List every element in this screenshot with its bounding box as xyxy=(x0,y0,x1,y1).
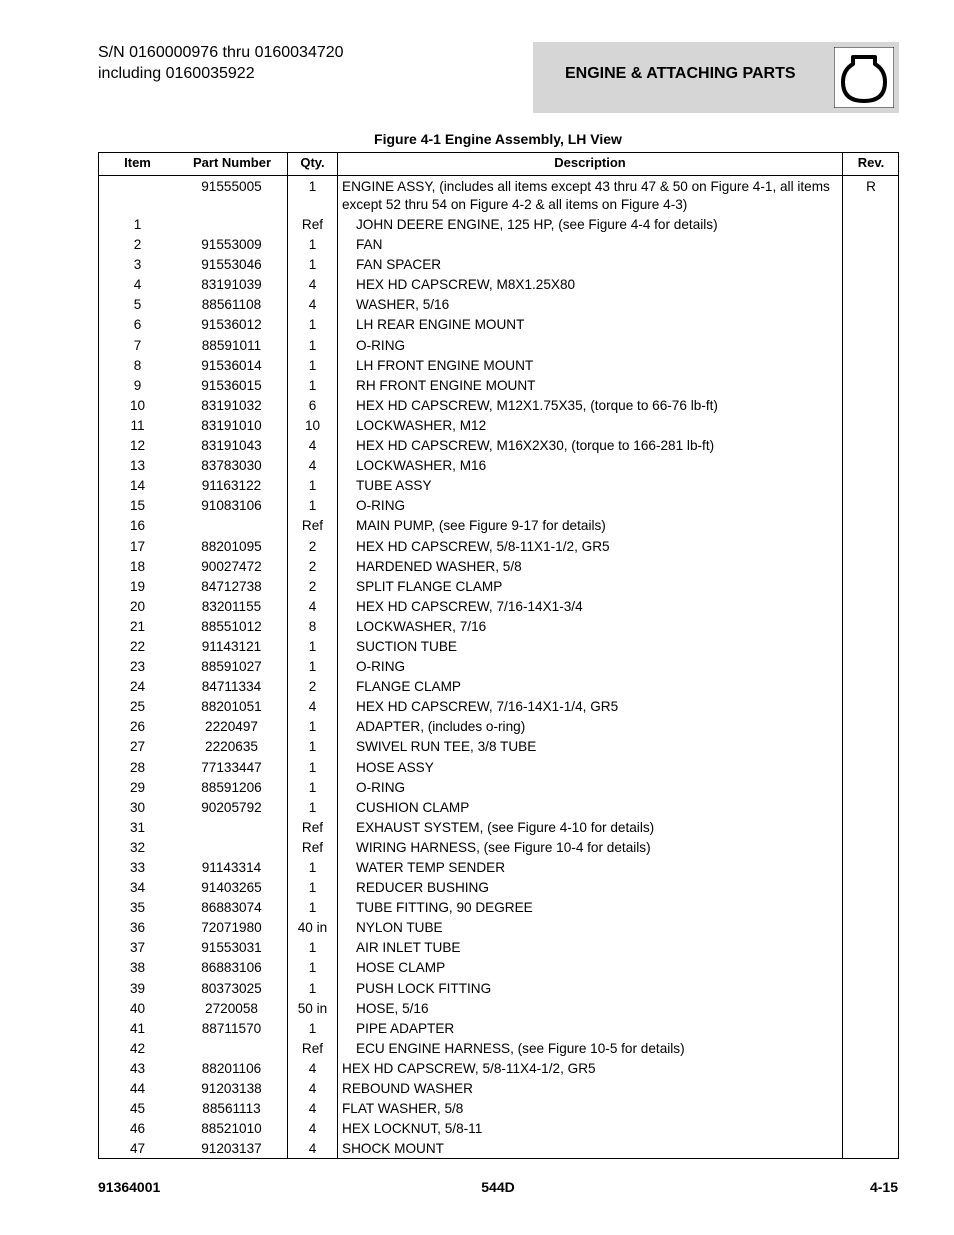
table-row xyxy=(99,617,898,637)
cell-item: 30 xyxy=(129,799,146,815)
cell-part-number: 83191010 xyxy=(201,417,262,433)
cell-part-number: 91536015 xyxy=(201,377,262,393)
cell-qty: 10 xyxy=(304,417,321,433)
cell-part-number: 88201051 xyxy=(201,699,262,715)
cell-qty: 1 xyxy=(308,357,317,373)
cell-qty: 1 xyxy=(308,659,317,675)
cell-qty: 4 xyxy=(308,1060,317,1076)
cell-description: TUBE FITTING, 90 DEGREE xyxy=(356,900,533,916)
cell-item: 28 xyxy=(129,759,146,775)
header-description: Description xyxy=(554,155,626,170)
section-header xyxy=(533,42,899,113)
table-row xyxy=(99,838,898,858)
serial-number-range xyxy=(98,42,344,84)
cell-description: HOSE CLAMP xyxy=(356,960,446,976)
cell-qty: 1 xyxy=(308,900,317,916)
cell-qty: 4 xyxy=(308,1121,317,1137)
cell-part-number: 83201155 xyxy=(201,598,262,614)
cell-item: 3 xyxy=(133,257,142,273)
cell-description: HOSE ASSY xyxy=(356,759,434,775)
cell-description: RH FRONT ENGINE MOUNT xyxy=(356,377,536,393)
cell-item: 47 xyxy=(129,1141,146,1157)
footer-manual-number: 91364001 xyxy=(98,1179,161,1195)
cell-item: 9 xyxy=(133,377,142,393)
cell-qty: 1 xyxy=(308,960,317,976)
cell-qty: 50 in xyxy=(297,1000,328,1016)
cell-item: 23 xyxy=(129,659,146,675)
cell-part-number: 91553046 xyxy=(201,257,262,273)
cell-part-number: 84712738 xyxy=(201,578,262,594)
table-row xyxy=(99,537,898,557)
cell-description: LH REAR ENGINE MOUNT xyxy=(356,317,525,333)
cell-item: 20 xyxy=(129,598,146,614)
cell-qty: 1 xyxy=(308,257,317,273)
cell-description: HEX HD CAPSCREW, 7/16-14X1-3/4 xyxy=(356,598,583,614)
table-row xyxy=(99,295,898,315)
cell-qty: 1 xyxy=(308,237,317,253)
cell-description: HEX LOCKNUT, 5/8-11 xyxy=(342,1121,483,1137)
cell-item: 22 xyxy=(129,638,146,654)
cell-part-number: 91536012 xyxy=(201,317,262,333)
cell-qty: 1 xyxy=(308,739,317,755)
figure-title: Figure 4-1 Engine Assembly, LH View xyxy=(374,131,622,147)
cell-part-number: 91536014 xyxy=(201,357,262,373)
cell-part-number: 2220635 xyxy=(205,739,258,755)
cell-item: 14 xyxy=(129,478,146,494)
table-row xyxy=(99,516,898,536)
cell-description: WASHER, 5/16 xyxy=(356,297,450,313)
cell-qty: 4 xyxy=(308,598,317,614)
cell-qty: Ref xyxy=(301,518,324,534)
table-row xyxy=(99,778,898,798)
table-row xyxy=(99,496,898,516)
cell-item: 15 xyxy=(129,498,146,514)
table-row xyxy=(99,476,898,496)
table-row xyxy=(99,436,898,456)
table-row xyxy=(99,798,898,818)
cell-qty: 1 xyxy=(308,860,317,875)
serial-line-1: S/N 0160000976 thru 0160034720 xyxy=(98,44,344,61)
table-row xyxy=(99,577,898,597)
cell-part-number: 91553031 xyxy=(201,940,262,956)
cell-item: 46 xyxy=(129,1121,146,1137)
cell-item: 7 xyxy=(133,337,142,353)
table-row xyxy=(99,697,898,717)
table-header-row xyxy=(99,153,898,176)
cell-description: REBOUND WASHER xyxy=(342,1081,473,1097)
cell-item: 13 xyxy=(129,458,146,474)
table-row xyxy=(99,396,898,416)
cell-item: 38 xyxy=(129,960,146,976)
header-rev: Rev. xyxy=(857,155,885,170)
cell-part-number: 88201106 xyxy=(201,1060,262,1076)
cell-part-number: 86883106 xyxy=(201,960,262,976)
cell-qty: 1 xyxy=(308,337,317,353)
table-row xyxy=(99,1079,898,1099)
cell-item: 2 xyxy=(133,237,142,253)
table-row xyxy=(99,878,898,898)
cell-part-number: 88591206 xyxy=(201,779,262,795)
cell-part-number: 91143121 xyxy=(201,638,262,654)
table-row xyxy=(99,1099,898,1119)
cell-qty: 1 xyxy=(308,317,317,333)
cell-description: FAN xyxy=(356,237,383,253)
cell-part-number: 72071980 xyxy=(201,920,262,936)
cell-part-number: 91403265 xyxy=(201,880,262,896)
parts-table xyxy=(98,152,899,1159)
cell-part-number: 91203137 xyxy=(201,1141,262,1157)
table-row xyxy=(99,677,898,697)
cell-description: WIRING HARNESS, (see Figure 10-4 for details) xyxy=(356,839,651,855)
table-row xyxy=(99,938,898,958)
cell-qty: 1 xyxy=(308,498,317,514)
cell-qty: 1 xyxy=(308,799,317,815)
cell-description: SPLIT FLANGE CLAMP xyxy=(356,578,503,594)
section-title: ENGINE & ATTACHING PARTS xyxy=(565,65,796,82)
cell-qty: 4 xyxy=(308,1141,317,1157)
table-row xyxy=(99,717,898,737)
cell-item: 39 xyxy=(129,980,146,996)
cell-qty: Ref xyxy=(301,819,324,835)
cell-description: PIPE ADAPTER xyxy=(356,1020,455,1036)
cell-part-number: 77133447 xyxy=(201,759,262,775)
table-body xyxy=(99,177,898,1159)
cell-qty: 1 xyxy=(308,478,317,494)
cell-part-number: 91555005 xyxy=(201,179,262,194)
table-row xyxy=(99,918,898,938)
cell-item: 10 xyxy=(129,397,146,413)
table-row xyxy=(99,999,898,1019)
cell-description: FLANGE CLAMP xyxy=(356,679,461,695)
cell-description: REDUCER BUSHING xyxy=(356,880,489,896)
cell-item: 5 xyxy=(133,297,142,313)
cell-description: WATER TEMP SENDER xyxy=(356,860,506,875)
cell-item: 12 xyxy=(129,438,146,454)
cell-description: ECU ENGINE HARNESS, (see Figure 10-5 for details) xyxy=(356,1040,685,1056)
cell-description: SWIVEL RUN TEE, 3/8 TUBE xyxy=(356,739,537,755)
cell-description: O-RING xyxy=(356,779,406,795)
cell-part-number: 91163122 xyxy=(201,478,262,494)
cell-qty: 1 xyxy=(308,1020,317,1036)
cell-item: 29 xyxy=(129,779,146,795)
cell-qty: 2 xyxy=(308,679,317,695)
table-row xyxy=(99,235,898,255)
table-row xyxy=(99,456,898,476)
cell-qty: 1 xyxy=(308,880,317,896)
cell-qty: Ref xyxy=(301,217,324,232)
cell-description: SUCTION TUBE xyxy=(356,638,457,654)
table-row xyxy=(99,416,898,436)
cell-item: 25 xyxy=(129,699,146,715)
cell-qty: 1 xyxy=(308,759,317,775)
cell-description: HEX HD CAPSCREW, M16X2X30, (torque to 166-281 lb-ft) xyxy=(356,438,715,454)
table-row xyxy=(99,858,898,878)
cell-description: HARDENED WASHER, 5/8 xyxy=(356,558,522,574)
table-row xyxy=(99,376,898,396)
cell-description: HEX HD CAPSCREW, M12X1.75X35, (torque to 66-76 lb-ft) xyxy=(356,397,718,413)
cell-qty: 1 xyxy=(308,719,317,735)
cell-item: 17 xyxy=(129,538,146,554)
cell-item: 32 xyxy=(129,839,146,855)
table-row xyxy=(99,1119,898,1139)
cell-part-number: 83191032 xyxy=(201,397,262,413)
table-row xyxy=(99,1039,898,1059)
cell-item: 36 xyxy=(129,920,146,936)
cell-description: LOCKWASHER, 7/16 xyxy=(356,618,487,634)
cell-item: 45 xyxy=(129,1101,146,1117)
table-row xyxy=(99,356,898,376)
table-row xyxy=(99,336,898,356)
cell-item: 41 xyxy=(129,1020,146,1036)
cell-item: 19 xyxy=(129,578,146,594)
cell-qty: Ref xyxy=(301,839,324,855)
footer-model: 544D xyxy=(481,1179,515,1195)
cell-part-number: 2720058 xyxy=(205,1000,258,1016)
cell-part-number: 91553009 xyxy=(201,237,262,253)
cell-description: HEX HD CAPSCREW, 7/16-14X1-1/4, GR5 xyxy=(356,699,619,715)
table-row xyxy=(99,637,898,657)
cell-qty: 1 xyxy=(308,980,317,996)
cell-description: ENGINE ASSY, (includes all items except 43 thru 47 & 50 on Figure 4-1, all items except 52 thru 54 on Figure 4-2 & all items on Figure 4-3) xyxy=(342,179,830,212)
cell-description: O-RING xyxy=(356,498,406,514)
cell-item: 40 xyxy=(129,1000,146,1016)
table-row xyxy=(99,657,898,677)
cell-item: 31 xyxy=(129,819,146,835)
cell-description: LOCKWASHER, M16 xyxy=(356,458,487,474)
cell-description: AIR INLET TUBE xyxy=(356,940,461,956)
cell-item: 11 xyxy=(130,417,145,433)
cell-description: PUSH LOCK FITTING xyxy=(356,980,492,996)
cell-item: 34 xyxy=(129,880,146,896)
cell-item: 43 xyxy=(129,1060,146,1076)
cell-item: 37 xyxy=(129,940,146,956)
table-row xyxy=(99,958,898,978)
cell-description: MAIN PUMP, (see Figure 9-17 for details) xyxy=(356,518,606,534)
cell-description: HEX HD CAPSCREW, M8X1.25X80 xyxy=(356,277,576,293)
table-row xyxy=(99,557,898,577)
cell-item: 42 xyxy=(129,1040,146,1056)
cell-part-number: 83783030 xyxy=(201,458,262,474)
cell-qty: 1 xyxy=(308,779,317,795)
cell-description: O-RING xyxy=(356,337,406,353)
cell-description: LH FRONT ENGINE MOUNT xyxy=(356,357,534,373)
header-qty: Qty. xyxy=(300,155,325,170)
cell-part-number: 91203138 xyxy=(201,1081,262,1097)
cell-qty: 6 xyxy=(308,397,317,413)
cell-qty: 2 xyxy=(308,538,317,554)
table-row xyxy=(99,275,898,295)
cell-part-number: 90027472 xyxy=(201,558,262,574)
cell-part-number: 91083106 xyxy=(201,498,262,514)
cell-qty: 1 xyxy=(308,940,317,956)
cell-description: EXHAUST SYSTEM, (see Figure 4-10 for details) xyxy=(356,819,655,835)
header-part-number: Part Number xyxy=(192,155,272,170)
cell-description: JOHN DEERE ENGINE, 125 HP, (see Figure 4-4 for details) xyxy=(356,217,718,232)
table-row xyxy=(99,177,898,215)
cell-qty: 4 xyxy=(308,1081,317,1097)
cell-description: ADAPTER, (includes o-ring) xyxy=(356,719,526,735)
cell-item: 35 xyxy=(129,900,146,916)
cell-qty: 4 xyxy=(308,458,317,474)
cell-description: FAN SPACER xyxy=(356,257,442,273)
table-row xyxy=(99,1139,898,1159)
cell-item: 1 xyxy=(133,217,142,232)
cell-part-number: 2220497 xyxy=(205,719,258,735)
cell-item: 18 xyxy=(129,558,146,574)
table-row xyxy=(99,315,898,335)
cell-part-number: 83191039 xyxy=(201,277,262,293)
cell-part-number: 88201095 xyxy=(201,538,262,554)
cell-qty: Ref xyxy=(301,1040,324,1056)
cell-part-number: 86883074 xyxy=(201,900,262,916)
cell-description: FLAT WASHER, 5/8 xyxy=(342,1101,464,1117)
cell-qty: 1 xyxy=(308,377,317,393)
cell-item: 21 xyxy=(129,618,146,634)
cell-item: 33 xyxy=(129,860,146,875)
table-row xyxy=(99,737,898,757)
cell-part-number: 88551012 xyxy=(201,618,262,634)
cell-description: CUSHION CLAMP xyxy=(356,799,470,815)
cell-part-number: 83191043 xyxy=(201,438,262,454)
table-row xyxy=(99,818,898,838)
cell-part-number: 88591011 xyxy=(201,337,262,353)
cell-part-number: 88561108 xyxy=(201,297,262,313)
cell-description: SHOCK MOUNT xyxy=(342,1141,444,1157)
cell-qty: 2 xyxy=(308,578,317,594)
header-item: Item xyxy=(124,155,151,170)
cell-description: HOSE, 5/16 xyxy=(356,1000,429,1016)
engine-outline-icon xyxy=(834,47,894,108)
cell-part-number: 90205792 xyxy=(201,799,262,815)
cell-part-number: 88561113 xyxy=(202,1101,261,1117)
cell-qty: 1 xyxy=(308,179,317,194)
cell-description: TUBE ASSY xyxy=(356,478,432,494)
cell-item: 27 xyxy=(129,739,146,755)
cell-part-number: 84711334 xyxy=(201,679,262,695)
cell-part-number: 80373025 xyxy=(201,980,262,996)
table-row xyxy=(99,1019,898,1039)
table-row xyxy=(99,758,898,778)
cell-qty: 4 xyxy=(308,438,317,454)
cell-qty: 40 in xyxy=(297,920,328,936)
cell-item: 16 xyxy=(129,518,146,534)
cell-rev: R xyxy=(866,179,876,194)
table-row xyxy=(99,979,898,999)
cell-item: 4 xyxy=(133,277,142,293)
cell-item: 44 xyxy=(129,1081,146,1097)
cell-qty: 4 xyxy=(308,297,317,313)
cell-qty: 1 xyxy=(308,638,317,654)
cell-description: NYLON TUBE xyxy=(356,920,443,936)
cell-description: O-RING xyxy=(356,659,406,675)
table-row xyxy=(99,898,898,918)
serial-line-2: including 0160035922 xyxy=(98,65,255,82)
cell-description: LOCKWASHER, M12 xyxy=(356,417,487,433)
cell-description: HEX HD CAPSCREW, 5/8-11X4-1/2, GR5 xyxy=(342,1060,596,1076)
cell-part-number: 88591027 xyxy=(201,659,262,675)
cell-item: 24 xyxy=(129,679,146,695)
cell-qty: 4 xyxy=(308,277,317,293)
table-row xyxy=(99,1059,898,1079)
cell-qty: 8 xyxy=(308,618,317,634)
cell-item: 8 xyxy=(133,357,142,373)
cell-qty: 2 xyxy=(308,558,317,574)
table-row xyxy=(99,215,898,235)
cell-description: HEX HD CAPSCREW, 5/8-11X1-1/2, GR5 xyxy=(356,538,610,554)
cell-part-number: 88711570 xyxy=(201,1020,262,1036)
cell-qty: 4 xyxy=(308,1101,317,1117)
cell-item: 26 xyxy=(129,719,146,735)
cell-part-number: 91143314 xyxy=(201,860,262,875)
cell-part-number: 88521010 xyxy=(201,1121,262,1137)
table-row xyxy=(99,255,898,275)
footer-page-number: 4-15 xyxy=(869,1179,898,1195)
table-row xyxy=(99,597,898,617)
cell-item: 6 xyxy=(133,317,142,333)
cell-qty: 4 xyxy=(308,699,317,715)
